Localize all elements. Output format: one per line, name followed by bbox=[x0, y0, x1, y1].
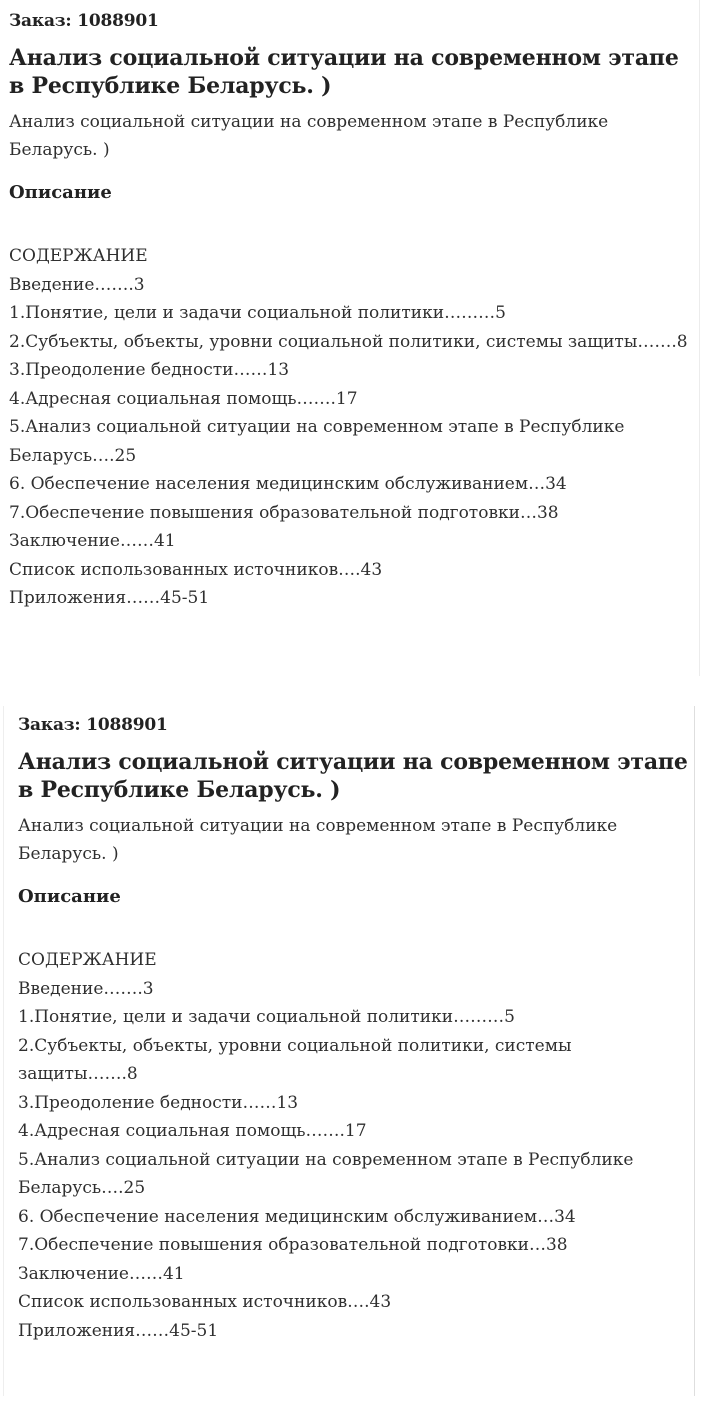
toc-heading: СОДЕРЖАНИЕ bbox=[9, 246, 148, 266]
toc-item: 6. Обеспечение населения медицинским обслуживанием…34 bbox=[18, 1206, 576, 1227]
toc-item: Заключение……41 bbox=[9, 531, 176, 551]
order-subtitle: Анализ социальной ситуации на современном этапе в Республике Беларусь. ) bbox=[9, 112, 609, 160]
toc-item: Заключение……41 bbox=[18, 1263, 185, 1284]
table-of-contents bbox=[18, 946, 688, 1345]
toc-item: 5.Анализ социальной ситуации на современном этапе в Республике Беларусь….25 bbox=[9, 417, 625, 466]
toc-item: Приложения……45-51 bbox=[18, 1320, 219, 1341]
toc-item: 2.Субъекты, объекты, уровни социальной политики, системы защиты…….8 bbox=[9, 331, 688, 352]
toc-item: 7.Обеспечение повышения образовательной подготовки…38 bbox=[18, 1235, 568, 1255]
section-border-left bbox=[3, 706, 4, 1396]
section-border-right bbox=[694, 706, 695, 1396]
order-section-2 bbox=[18, 712, 688, 1345]
order-number: Заказ: 1088901 bbox=[18, 715, 168, 735]
table-of-contents bbox=[9, 242, 689, 613]
order-subtitle: Анализ социальной ситуации на современном этапе в Республике Беларусь. ) bbox=[18, 816, 618, 864]
toc-item: Введение…….3 bbox=[9, 274, 145, 295]
order-title: Анализ социальной ситуации на современном этапе в Республике Беларусь. ) bbox=[9, 45, 679, 99]
toc-item: 4.Адресная социальная помощь…….17 bbox=[9, 388, 358, 409]
toc-item: 7.Обеспечение повышения образовательной подготовки…38 bbox=[9, 502, 559, 523]
toc-item: 3.Преодоление бедности……13 bbox=[9, 360, 290, 380]
toc-item: Список использованных источников….43 bbox=[9, 559, 383, 580]
toc-item: 4.Адресная социальная помощь…….17 bbox=[18, 1121, 367, 1141]
order-number: Заказ: 1088901 bbox=[9, 11, 159, 31]
description-heading: Описание bbox=[18, 886, 121, 907]
description-heading: Описание bbox=[9, 182, 112, 203]
toc-item: Введение…….3 bbox=[18, 978, 154, 999]
toc-item: 6. Обеспечение населения медицинским обслуживанием…34 bbox=[9, 474, 567, 494]
toc-item: 2.Субъекты, объекты, уровни социальной политики, системы защиты…….8 bbox=[18, 1035, 572, 1084]
order-title: Анализ социальной ситуации на современном этапе в Республике Беларусь. ) bbox=[18, 749, 688, 803]
toc-item: Список использованных источников….43 bbox=[18, 1292, 392, 1312]
page-border-right bbox=[699, 0, 700, 676]
toc-item: 5.Анализ социальной ситуации на современном этапе в Республике Беларусь….25 bbox=[18, 1149, 634, 1198]
toc-item: 3.Преодоление бедности……13 bbox=[18, 1092, 299, 1113]
toc-item: Приложения……45-51 bbox=[9, 588, 210, 608]
toc-heading: СОДЕРЖАНИЕ bbox=[18, 950, 157, 970]
toc-item: 1.Понятие, цели и задачи социальной политики………5 bbox=[18, 1007, 515, 1027]
toc-item: 1.Понятие, цели и задачи социальной политики………5 bbox=[9, 303, 506, 323]
order-section-1 bbox=[9, 8, 689, 613]
